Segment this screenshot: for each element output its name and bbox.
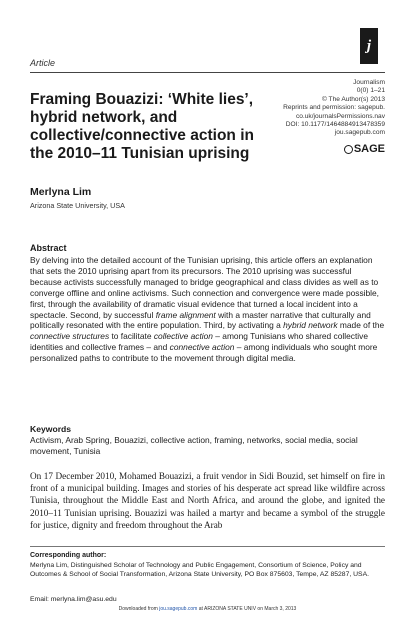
abstract-run: By delving into the detailed account of the Tunisian uprising, this article offers an explanation that sets the 2010 uprising apart from its precursors. The 2010 uprising was successful because activists successfully managed to bridge geographical and class divides as well as to converge offline and online activisms. Such connection and convergence were made possible, first, through the availability of dramatic visual evidence that turned a local incident into a spectacle. Second, by successful (30, 255, 380, 320)
abstract-run: – among Tunisians who shared collective identities and collective frames – and (30, 331, 368, 353)
abstract-emphasis: collective action (153, 331, 213, 342)
journal-logo: j (360, 28, 378, 64)
header-divider (30, 72, 385, 73)
download-note-prefix: Downloaded from (118, 606, 160, 612)
abstract-heading: Abstract (30, 243, 67, 253)
journal-meta-line: Journalism (353, 79, 385, 86)
abstract-emphasis: hybrid network (283, 320, 338, 331)
download-note-link[interactable]: jou.sagepub.com (159, 606, 198, 612)
corresponding-author-heading: Corresponding author: (30, 552, 107, 559)
keywords-heading: Keywords (30, 424, 72, 434)
author-name: Merlyna Lim (30, 186, 92, 198)
article-title: Framing Bouazizi: ‘White lies’, hybrid network, and collective/connective action in the 2010–11 Tunisian uprising (30, 91, 254, 162)
abstract-run: made of the (337, 320, 385, 331)
abstract-run: – among individuals who sought more personalized paths to contribute to the movement through digital media. (30, 342, 378, 364)
journal-meta (225, 79, 385, 138)
corresponding-author-text: Merlyna Lim, Distinguished Scholar of Technology and Public Engagement, Consortium of Science, Policy and Outcomes & School of Social Transformation, Arizona State University, PO Box 875603, Tempe, AZ 85287, USA. (30, 562, 370, 578)
journal-meta-line: co.uk/journalsPermissions.nav (295, 112, 385, 120)
section-label: Article (30, 58, 56, 68)
author-affiliation: Arizona State University, USA (30, 201, 125, 210)
abstract-run: to facilitate (109, 331, 154, 342)
sage-emblem-icon (344, 145, 353, 154)
body-paragraph: On 17 December 2010, Mohamed Bouazizi, a fruit vendor in Sidi Bouzid, set himself on fire in front of a municipal building. Images and stories of his desperate act spread like wildfire across Tunisia, throughout the Middle East and North Africa, and around the globe, and ignited the 2010–11 Tunisian uprising. Bouazizi was hailed a martyr and became a symbol of the struggle for justice, dignity and freedom throughout the Arab (30, 471, 385, 530)
abstract-run: with a master narrative that culturally and politically resonated with the entire population. Third, by activating a (30, 309, 371, 331)
download-note (0, 606, 415, 612)
abstract-emphasis: connective action (169, 342, 235, 353)
publisher-logo (344, 143, 385, 155)
journal-meta-line: 0(0) 1–21 (356, 87, 385, 95)
publisher-logo-text: SAGE (353, 143, 385, 155)
keywords-text: Activism, Arab Spring, Bouazizi, collective action, framing, networks, social media, social movement, Tunisia (30, 435, 358, 456)
footnote-divider (30, 546, 385, 547)
download-note-suffix: at ARIZONA STATE UNIV on March 3, 2013 (197, 606, 297, 612)
journal-meta-line: DOI: 10.1177/1464884913478359 (285, 121, 385, 129)
journal-meta-line: Reprints and permission: sagepub. (283, 104, 385, 112)
abstract-emphasis: frame alignment (155, 309, 216, 320)
corresponding-author-email[interactable]: Email: merlyna.lim@asu.edu (30, 596, 117, 603)
journal-meta-line: © The Author(s) 2013 (321, 95, 385, 103)
journal-meta-link[interactable]: jou.sagepub.com (334, 129, 385, 137)
abstract-emphasis: connective structures (30, 331, 110, 342)
abstract-text (30, 255, 385, 364)
